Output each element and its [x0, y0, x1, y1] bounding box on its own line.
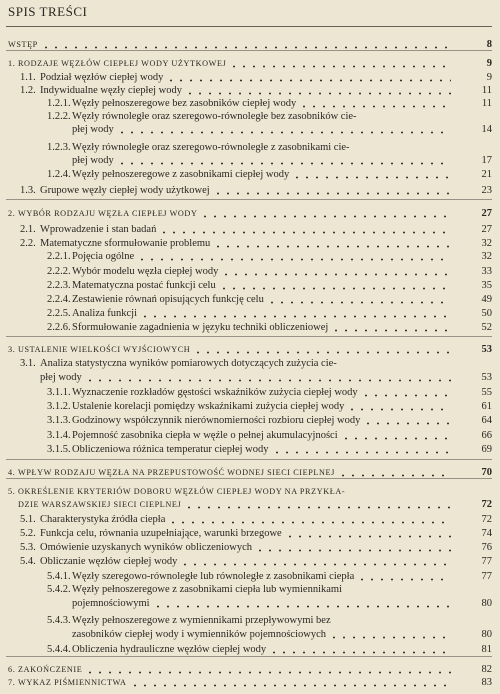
- dot-leader: [329, 630, 451, 639]
- toc-page-number: 35: [481, 280, 492, 291]
- toc-entry-text: Węzły pełnoszeregowe z zasobnikami ciepłej wody: [72, 169, 290, 180]
- toc-entry[interactable]: [47, 386, 454, 399]
- toc-entry[interactable]: [8, 207, 454, 220]
- toc-entry-number: 1.2.: [20, 85, 36, 96]
- section-rule: [6, 336, 492, 337]
- toc-entry-text: Obliczanie węzłów ciepłej wody: [40, 556, 178, 567]
- toc-entry-text: Węzły szeregowo-równoległe lub równoległe z zasobnikami ciepła: [72, 571, 355, 582]
- toc-entry-number: 3.1.4.: [47, 430, 71, 441]
- toc-entry[interactable]: [47, 583, 454, 596]
- toc-entry[interactable]: [47, 429, 454, 442]
- dot-leader: [137, 252, 451, 261]
- dot-leader: [117, 125, 451, 134]
- dot-leader: [361, 388, 451, 397]
- toc-entry-text: Charakterystyka źródła ciepła: [40, 514, 166, 525]
- toc-entry-text: Matematyczna postać funkcji celu: [72, 280, 216, 291]
- toc-entry[interactable]: [47, 168, 454, 181]
- toc-entry[interactable]: [20, 541, 454, 554]
- toc-entry[interactable]: [20, 84, 454, 97]
- dot-leader: [269, 645, 451, 654]
- toc-entry[interactable]: [47, 110, 454, 123]
- dot-leader: [221, 267, 451, 276]
- toc-entry-text-cont: pojemnościowymi: [72, 598, 150, 609]
- toc-entry-text: Obliczeniowa różnica temperatur ciepłej wody: [72, 444, 269, 455]
- toc-entry[interactable]: [47, 614, 454, 627]
- toc-entry-number: 1.3.: [20, 185, 36, 196]
- toc-entry[interactable]: [8, 485, 454, 498]
- toc-entry-text: Ustalenie korelacji pomiędzy wskaźnikami zużycia ciepłej wody: [72, 401, 345, 412]
- toc-entry-text: Węzły równoległe oraz szeregowo-równoległe bez zasobników cie-: [72, 111, 357, 122]
- toc-page-number: 11: [481, 85, 492, 96]
- toc-entry[interactable]: [20, 357, 454, 370]
- toc-entry-text: Sformułowanie zagadnienia w języku techniki obliczeniowej: [72, 322, 329, 333]
- toc-entry-text-cont: DZIE WARSZAWSKIEJ SIECI CIEPLNEJ: [18, 500, 182, 509]
- toc-page-number: 32: [481, 238, 492, 249]
- toc-entry-text: Indywidualne węzły ciepłej wody: [40, 85, 182, 96]
- toc-entry[interactable]: [8, 663, 454, 676]
- toc-entry-text: RODZAJE WĘZŁÓW CIEPŁEJ WODY UŻYTKOWEJ: [18, 59, 227, 68]
- dot-leader: [140, 309, 451, 318]
- toc-page-number: 11: [481, 98, 492, 109]
- toc-entry-number: 2.1.: [20, 224, 36, 235]
- toc-page-number: 64: [481, 415, 492, 426]
- dot-leader: [193, 345, 451, 354]
- toc-entry-number: 3.: [8, 345, 16, 354]
- toc-page-number: 55: [481, 387, 492, 398]
- toc-entry-text: USTALENIE WIELKOŚCI WYJŚCIOWYCH: [18, 345, 191, 354]
- toc-entry-number: 2.2.: [20, 238, 36, 249]
- toc-entry-number: 3.1.1.: [47, 387, 71, 398]
- toc-entry-number: 7.: [8, 678, 16, 687]
- toc-entry[interactable]: [47, 414, 454, 427]
- section-rule: [6, 199, 492, 200]
- toc-entry-text-cont: płej wody: [40, 372, 82, 383]
- toc-entry[interactable]: [20, 237, 454, 250]
- toc-entry-number: 3.1.2.: [47, 401, 71, 412]
- toc-entry-text: Wyznaczenie rozkładów gęstości wskaźników zużycia ciepłej wody: [72, 387, 358, 398]
- dot-leader: [166, 73, 451, 82]
- dot-leader: [255, 543, 451, 552]
- toc-entry-text: Wprowadzenie i stan badań: [40, 224, 157, 235]
- toc-entry[interactable]: [8, 57, 454, 70]
- dot-leader: [180, 557, 451, 566]
- toc-page-number: 53: [481, 344, 492, 355]
- toc-page-number: 80: [481, 629, 492, 640]
- toc-entry-text: Grupowe węzły ciepłej wody użytkowej: [40, 185, 210, 196]
- dot-leader: [159, 225, 451, 234]
- toc-entry[interactable]: [20, 184, 454, 197]
- toc-entry-number: 6.: [8, 665, 16, 674]
- toc-page-number: 33: [481, 266, 492, 277]
- toc-page-number: 9: [486, 58, 492, 69]
- toc-entry-number: 3.1.3.: [47, 415, 71, 426]
- toc-page-number: 8: [486, 39, 492, 50]
- toc-entry-number: 5.4.3.: [47, 615, 71, 626]
- dot-leader: [347, 402, 451, 411]
- toc-entry-number: 2.2.5.: [47, 308, 71, 319]
- dot-leader: [267, 295, 451, 304]
- dot-leader: [185, 86, 451, 95]
- dot-leader: [357, 572, 451, 581]
- toc-page-number: 21: [481, 169, 492, 180]
- toc-entry-text: Matematyczne sformułowanie problemu: [40, 238, 211, 249]
- dot-leader: [153, 599, 451, 608]
- dot-leader: [213, 186, 451, 195]
- toc-entry-number: 5.4.: [20, 556, 36, 567]
- toc-entry-text: Węzły pełnoszeregowe bez zasobników ciepłej wody: [72, 98, 297, 109]
- toc-entry-text: Analiza funkcji: [72, 308, 138, 319]
- toc-entry-number: 1.1.: [20, 72, 36, 83]
- toc-page-number: 70: [481, 467, 492, 478]
- toc-page-number: 72: [481, 514, 492, 525]
- dot-leader: [41, 40, 451, 49]
- toc-entry-text: WYBÓR RODZAJU WĘZŁA CIEPŁEJ WODY: [18, 209, 198, 218]
- toc-entry[interactable]: [47, 265, 454, 278]
- toc-entry[interactable]: [20, 223, 454, 236]
- title-rule: [6, 26, 492, 27]
- toc-page-number: 76: [481, 542, 492, 553]
- dot-leader: [299, 99, 451, 108]
- section-rule: [6, 459, 492, 460]
- toc-entry-text: Funkcja celu, równania uzupełniające, warunki brzegowe: [40, 528, 282, 539]
- dot-leader: [85, 373, 451, 382]
- toc-entry[interactable]: [8, 343, 454, 356]
- toc-entry[interactable]: [47, 250, 454, 263]
- dot-leader: [130, 678, 451, 687]
- toc-entry-text: Podział węzłów ciepłej wody: [40, 72, 164, 83]
- section-rule: [6, 478, 492, 479]
- dot-leader: [331, 323, 451, 332]
- toc-page-number: 27: [481, 208, 492, 219]
- toc-entry[interactable]: [47, 643, 454, 656]
- dot-leader: [184, 500, 451, 509]
- dot-leader: [168, 515, 451, 524]
- toc-entry-number: 5.: [8, 487, 16, 496]
- toc-entry-text: Zestawienie równań opisujących funkcję celu: [72, 294, 264, 305]
- toc-entry[interactable]: [47, 97, 454, 110]
- toc-page-number: 9: [486, 72, 492, 83]
- toc-entry-number: 1.2.3.: [47, 142, 71, 153]
- dot-leader: [292, 170, 451, 179]
- toc-entry-continuation: [72, 628, 454, 641]
- dot-leader: [117, 156, 451, 165]
- toc-page-number: 72: [481, 499, 492, 510]
- toc-page-number: 66: [481, 430, 492, 441]
- toc-page-number: 83: [481, 677, 492, 688]
- toc-entry-text-cont: zasobników ciepłej wody i wymienników pojemnościowych: [72, 629, 326, 640]
- toc-entry-number: 2.: [8, 209, 16, 218]
- dot-leader: [85, 665, 451, 674]
- toc-entry[interactable]: [47, 141, 454, 154]
- toc-entry[interactable]: [47, 570, 454, 583]
- toc-entry-number: 5.4.1.: [47, 571, 71, 582]
- toc-entry-text-cont: płej wody: [72, 124, 114, 135]
- toc-entry-continuation: [72, 597, 454, 610]
- toc-entry[interactable]: [20, 513, 454, 526]
- toc-entry-text: WPŁYW RODZAJU WĘZŁA NA PRZEPUSTOWOŚĆ WODNEJ SIECI CIEPLNEJ: [18, 468, 335, 477]
- toc-entry[interactable]: [47, 400, 454, 413]
- toc-entry-text: Węzły równoległe oraz szeregowo-równoległe z zasobnikami cie-: [72, 142, 350, 153]
- toc-entry-text: Godzinowy współczynnik nierównomierności rozbioru ciepłej wody: [72, 415, 361, 426]
- toc-entry[interactable]: [47, 307, 454, 320]
- toc-entry-number: 3.1.: [20, 358, 36, 369]
- toc-page-number: 82: [481, 664, 492, 675]
- toc-entry-number: 2.2.2.: [47, 266, 71, 277]
- dot-leader: [338, 468, 451, 477]
- toc-page-number: 77: [481, 571, 492, 582]
- toc-page-number: 49: [481, 294, 492, 305]
- toc-page-number: 61: [481, 401, 492, 412]
- toc-entry-continuation: [72, 123, 454, 136]
- dot-leader: [219, 281, 451, 290]
- dot-leader: [200, 209, 451, 218]
- toc-page-number: 77: [481, 556, 492, 567]
- toc-entry-number: 2.2.4.: [47, 294, 71, 305]
- dot-leader: [341, 431, 451, 440]
- toc-page-number: 81: [481, 644, 492, 655]
- toc-page-number: 80: [481, 598, 492, 609]
- toc-entry[interactable]: [47, 321, 454, 334]
- toc-page-number: 69: [481, 444, 492, 455]
- toc-entry-number: 5.4.2.: [47, 584, 71, 595]
- toc-entry-number: 1.2.4.: [47, 169, 71, 180]
- toc-entry-text: Obliczenia hydrauliczne węzłów ciepłej wody: [72, 644, 267, 655]
- toc-entry-text: WSTĘP: [8, 40, 38, 49]
- toc-entry-number: 5.4.4.: [47, 644, 71, 655]
- section-rule: [6, 656, 492, 657]
- toc-entry[interactable]: [20, 527, 454, 540]
- toc-entry-continuation: [18, 498, 454, 511]
- toc-page-number: 14: [481, 124, 492, 135]
- toc-entry-number: 5.3.: [20, 542, 36, 553]
- page-title: SPIS TREŚCI: [8, 4, 88, 19]
- dot-leader: [272, 445, 452, 454]
- toc-entry[interactable]: [47, 443, 454, 456]
- toc-entry-text: OKREŚLENIE KRYTERIÓW DOBORU WĘZŁÓW CIEPŁEJ WODY NA PRZYKŁA-: [18, 487, 346, 496]
- dot-leader: [213, 239, 451, 248]
- toc-entry-number: 2.2.6.: [47, 322, 71, 333]
- toc-entry-number: 4.: [8, 468, 16, 477]
- toc-entry-text: Pojęcia ogólne: [72, 251, 135, 262]
- toc-entry-text: Węzły pełnoszeregowe z wymiennikami przepływowymi bez: [72, 615, 331, 626]
- dot-leader: [285, 529, 451, 538]
- toc-entry-number: 2.2.1.: [47, 251, 71, 262]
- toc-entry-text: Wybór modelu węzła ciepłej wody: [72, 266, 219, 277]
- toc-entry[interactable]: [20, 555, 454, 568]
- toc-entry[interactable]: [20, 71, 454, 84]
- toc-entry-text: ZAKOŃCZENIE: [18, 665, 83, 674]
- toc-entry-continuation: [40, 371, 454, 384]
- dot-leader: [229, 59, 451, 68]
- toc-page-number: 17: [481, 155, 492, 166]
- toc-entry[interactable]: [8, 676, 454, 689]
- toc-page-number: 52: [481, 322, 492, 333]
- toc-page-number: 74: [481, 528, 492, 539]
- toc-entry-text: Pojemność zasobnika ciepła w węźle o pełnej akumulacyjności: [72, 430, 338, 441]
- toc-entry-number: 1.2.1.: [47, 98, 71, 109]
- toc-entry[interactable]: [47, 293, 454, 306]
- toc-entry-continuation: [72, 154, 454, 167]
- toc-entry-number: 3.1.5.: [47, 444, 71, 455]
- toc-entry[interactable]: [47, 279, 454, 292]
- toc-entry-number: 5.1.: [20, 514, 36, 525]
- section-rule: [6, 50, 492, 51]
- toc-page-number: 50: [481, 308, 492, 319]
- toc-page-number: 53: [481, 372, 492, 383]
- toc-page-number: 32: [481, 251, 492, 262]
- toc-entry-number: 1.: [8, 59, 16, 68]
- dot-leader: [363, 416, 451, 425]
- toc-entry-text: Węzły pełnoszeregowe z zasobnikami ciepła lub wymiennikami: [72, 584, 342, 595]
- toc-entry-text: Omówienie uzyskanych wyników obliczeniowych: [40, 542, 252, 553]
- toc-entry-number: 5.2.: [20, 528, 36, 539]
- toc-entry-number: 1.2.2.: [47, 111, 71, 122]
- toc-entry-text-cont: płej wody: [72, 155, 114, 166]
- toc-entry-number: 2.2.3.: [47, 280, 71, 291]
- toc-entry-text: Analiza statystyczna wyników pomiarowych dotyczących zużycia cie-: [40, 358, 337, 369]
- toc-page-number: 23: [481, 185, 492, 196]
- toc-page-number: 27: [481, 224, 492, 235]
- toc-entry-text: WYKAZ PIŚMIENNICTWA: [18, 678, 127, 687]
